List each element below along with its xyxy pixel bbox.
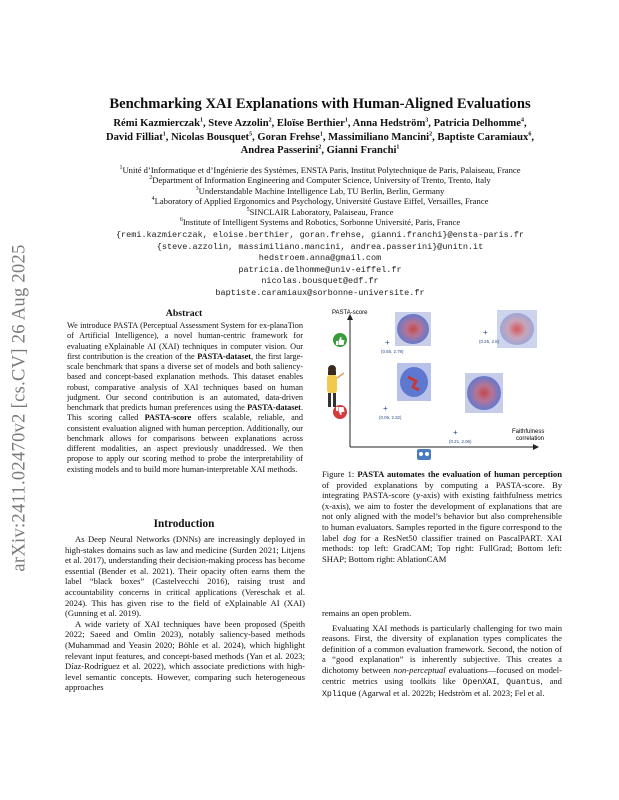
author-name: Steve Azzolin$^2$ [208, 117, 272, 129]
thumb-up-icon [333, 333, 347, 347]
author-name: Patricia Delhomme$^4$ [433, 117, 524, 129]
data-point-marker: + [385, 338, 390, 347]
paper-title: Benchmarking XAI Explanations with Human-Aligned Evaluations [109, 96, 531, 112]
author-name: Rémi Kazmierczak$^1$ [113, 117, 203, 129]
author-name: Andrea Passerini$^2$ [240, 144, 322, 156]
author-name: Goran Frehse$^1$ [257, 130, 323, 143]
author-line: David Filliat$^1$, Nicolas Bousquet$^5$, Goran Frehse$^1$, Massimiliano Mancini$^2$, Baptiste Caramiaux$^6$, [105, 130, 534, 143]
figure-1-plot [320, 305, 560, 463]
author-name: Gianni Franchi$^1$ [326, 144, 400, 156]
authors-block [60, 117, 580, 158]
data-point-label: (0.21, 2.06) [449, 439, 472, 444]
affiliation: $^1$Unité d’Informatique et d’Ingénierie des Systèmes, ENSTA Paris, Institut Polytechnique de Paris, Palaiseau, France [119, 165, 521, 175]
abstract-body: We introduce PASTA (Perceptual Assessment System for ex-planaTion of Artificial Intelligence), a novel human-centric framework for evaluating eXplainable AI (XAI) techniques in computer vision. Our first contribution is the creation of the PASTA-dataset, the first large-scale benchmark that spans a diverse set of models and both saliency-based and concept-based explanation methods. This dataset enables robust, comparative analysis of XAI techniques based on human judgment. Our second contribution is an automated, data-driven benchmark that predicts human preferences using the PASTA-dataset. This scoring called PASTA-score offers scalable, reliable, and consistent evaluation aligned with human perception. Additionally, our benchmark allows for comparisons between explanations across different modalities, an aspect previously unaddressed. We then propose to apply our scoring method to probe the interpretability of existing models and to build more human-interpretable XAI methods. [67, 321, 303, 474]
data-point-label: (0.06, 2.32) [379, 415, 402, 420]
ablationcam-thumbnail [465, 373, 503, 413]
data-point-label: (0.25, 2.6) [479, 339, 500, 344]
intro-paragraph: As Deep Neural Networks (DNNs) are increasingly deployed in high-stakes domains such as law and medicine (Surden 2021; Litjens et al. 2017), understanding their decision-making process has become essential (Bender et al. 2021). Their opacity often earns them the label “black boxes” (Castelvecchi 2016), raising trust and accountability concerns in critical applications (Vereschak et al. 2024). This has given rise to the field of eXplainable AI (XAI) (Gunning et al. 2019). [65, 534, 305, 619]
author-name: Eloïse Berthier$^1$ [276, 117, 348, 129]
fullgrad-thumbnail [497, 310, 537, 348]
intro-paragraph: A wide variety of XAI techniques have been proposed (Speith 2022; Saeed and Omlin 2023), notably saliency-based methods (Muhammad and Yeasin 2020; Böhle et al. 2024), which highlight relevant input features, and concept-based methods (Yan et al. 2023; Díaz-Rodríguez et al. 2022), which associate predictions with high-level semantic concepts. However, comparing such heterogeneous approaches [65, 618, 305, 693]
email-line: nicolas.bousquet@edf.fr [261, 276, 379, 287]
gradcam-thumbnail [395, 312, 431, 346]
affiliation: $^4$Laboratory of Applied Ergonomics and Psychology, Université Gustave Eiffel, Versailles, France [151, 196, 489, 207]
body-paragraph: Evaluating XAI methods is particularly challenging for two main reasons. First, the diversity of explanation types complicates the definition of a common evaluation framework. Second, the notion of a “good explanation” is inherently subjective. This creates a dichotomy between non-perceptual evaluations—focused on model-centric metrics using toolkits like OpenXAI, Quantus, and Xplique (Agarwal et al. 2022b; Hedström et al. 2023; Fel et al. [322, 622, 563, 700]
affiliation: $^6$Institute of Intelligent Systems and Robotics, Sorbonne Université, Paris, France [179, 217, 461, 228]
introduction-body [65, 534, 305, 693]
robot-icon [417, 449, 431, 460]
data-point-marker: + [383, 404, 388, 413]
right-column-body [322, 608, 562, 701]
affiliations-block [60, 165, 580, 227]
person-illustration [327, 365, 344, 407]
data-point-marker: + [483, 328, 488, 337]
x-axis-label: correlation [516, 436, 545, 442]
x-axis-label: Faithfulness [512, 429, 545, 435]
author-line: Andrea Passerini$^2$, Gianni Franchi$^1$ [240, 144, 400, 156]
arxiv-id: arXiv:2411.02470v2 [cs.CV] 26 Aug 2025 [9, 244, 30, 572]
emails-block [60, 230, 580, 300]
author-name: Nicolas Bousquet$^5$ [171, 130, 253, 143]
affiliation: $^3$Understandable Machine Intelligence Lab, TU Berlin, Berlin, Germany [195, 185, 445, 196]
author-line: Rémi Kazmierczak$^1$, Steve Azzolin$^2$, Eloïse Berthier$^1$, Anna Hedström$^3$, Patricia Delhomme$^4$, [113, 117, 527, 129]
thumb-down-icon [333, 405, 347, 419]
shap-thumbnail [397, 363, 431, 401]
email-line: patricia.delhomme@univ-eiffel.fr [238, 264, 402, 275]
introduction-heading: Introduction [153, 518, 215, 530]
body-paragraph: remains an open problem. [322, 608, 412, 618]
email-line: {remi.kazmierczak, eloise.berthier, goran.frehse, gianni.franchi}@ensta-paris.fr [115, 230, 525, 240]
email-line: baptiste.caramiaux@sorbonne-universite.fr [215, 287, 425, 298]
abstract-heading: Abstract [165, 308, 203, 319]
author-name: Massimiliano Mancini$^2$ [328, 130, 433, 143]
arxiv-stamp [6, 228, 34, 588]
data-point-label: (0.55, 2.79) [381, 349, 404, 354]
email-line: {steve.azzolin, massimiliano.mancini, andrea.passerini}@unitn.it [156, 241, 484, 252]
author-name: David Filliat$^1$ [105, 130, 166, 143]
affiliation: $^2$Department of Information Engineering and Computer Science, University of Trento, Trento, Italy [149, 175, 491, 186]
email-line: hedstroem.anna@gmail.com [258, 253, 382, 264]
figure-1 [320, 305, 560, 463]
affiliation: $^5$SINCLAIR Laboratory, Palaiseau, France [246, 206, 394, 217]
y-axis-label: PASTA-score [332, 310, 368, 316]
figure-1-caption: Figure 1: PASTA automates the evaluation of human perception of provided explanations by computing a PASTA-score. By integrating PASTA-score (y-axis) with existing faithfulness metrics (x-axis), we aim to foster the development of explanations that are not only aligned with the model’s behavior but also comprehensible to human evaluators. Samples reported in the figure correspond to the label dog for a ResNet50 classifier trained on PascalPART. XAI methods: top left: GradCAM; Top right: FullGrad; Bottom left: SHAP; Bottom right: AblationCAM [322, 469, 563, 564]
author-name: Anna Hedström$^3$ [352, 117, 429, 129]
data-point-marker: + [453, 428, 458, 437]
author-name: Baptiste Caramiaux$^6$ [437, 130, 532, 143]
